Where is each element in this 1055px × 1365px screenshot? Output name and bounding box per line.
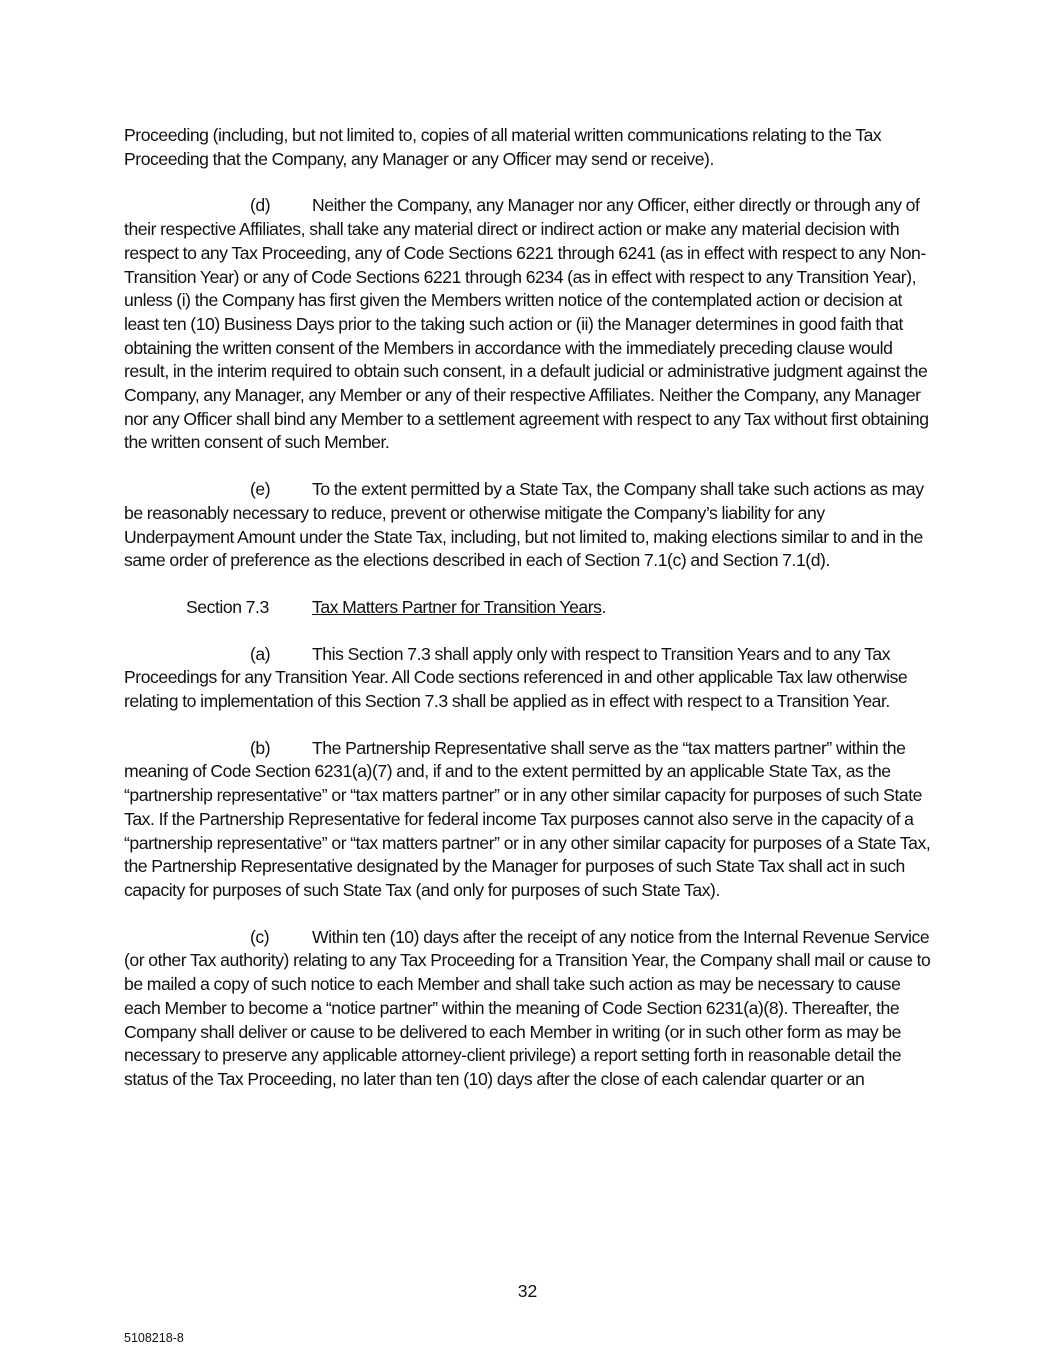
document-id: 5108218-8 bbox=[124, 1331, 184, 1345]
page-number: 32 bbox=[517, 1281, 538, 1301]
section-title: Tax Matters Partner for Transition Years bbox=[312, 596, 602, 617]
paragraph-a-label: (a) bbox=[250, 643, 271, 664]
paragraph-d-label: (d) bbox=[250, 195, 271, 216]
paragraph-c bbox=[124, 926, 932, 1092]
paragraph-b bbox=[124, 737, 932, 903]
paragraph-a-text: This Section 7.3 shall apply only with respect to Transition Years and to any Tax Proceedings for any Transition Year. All Code sections referenced in and other applicable Tax law otherwise relating to implementation of this Section 7.3 shall be applied as in effect with respect to a Transition Year. bbox=[124, 643, 908, 712]
paragraph-c-label: (c) bbox=[250, 926, 270, 947]
paragraph-continuation-text: Proceeding (including, but not limited to, copies of all material written communications relating to the Tax Proceeding that the Company, any Manager or any Officer may send or receive). bbox=[124, 125, 882, 169]
document-body bbox=[124, 124, 932, 1092]
paragraph-e-text: To the extent permitted by a State Tax, the Company shall take such actions as may be reasonably necessary to reduce, prevent or otherwise mitigate the Company’s liability for any Underpayment Amount under the State Tax, including, but not limited to, making elections similar to and in the same order of preference as the elections described in each of Section 7.1(c) and Section 7.1(d). bbox=[124, 479, 924, 571]
paragraph-a bbox=[124, 643, 932, 714]
paragraph-e bbox=[124, 478, 932, 573]
paragraph-d bbox=[124, 194, 932, 455]
paragraph-d-text: Neither the Company, any Manager nor any Officer, either directly or through any of their respective Affiliates, shall take any material direct or indirect action or make any material decision with respect to any Tax Proceeding, any of Code Sections 6221 through 6241 (as in effect with respect to any Non-Transition Year) or any of Code Sections 6221 through 6234 (as in effect with respect to any Transition Year), unless (i) the Company has first given the Members written notice of the contemplated action or decision at least ten (10) Business Days prior to the taking such action or (ii) the Manager determines in good faith that obtaining the written consent of the Members in accordance with the immediately preceding clause would result, in the interim required to obtain such consent, in a default judicial or administrative judgment against the Company, any Manager, any Member or any of their respective Affiliates. Neither the Company, any Manager nor any Officer shall bind any Member to a settlement agreement with respect to any Tax without first obtaining the written consent of such Member. bbox=[124, 195, 929, 453]
paragraph-continuation bbox=[124, 124, 932, 171]
section-title-period: . bbox=[601, 596, 606, 617]
paragraph-c-text: Within ten (10) days after the receipt of any notice from the Internal Revenue Service (or other Tax authority) relating to any Tax Proceeding for a Transition Year, the Company shall mail or cause to be mailed a copy of such notice to each Member and shall take such action as may be necessary to cause each Member to become a “notice partner” within the meaning of Code Section 6231(a)(8). Thereafter, the Company shall deliver or cause to be delivered to each Member in writing (or in such other form as may be necessary to preserve any applicable attorney-client privilege) a report setting forth in reasonable detail the status of the Tax Proceeding, no later than ten (10) days after the close of each calendar quarter or an bbox=[124, 926, 931, 1089]
paragraph-b-text: The Partnership Representative shall serve as the “tax matters partner” within the meaning of Code Section 6231(a)(7) and, if and to the extent permitted by an applicable State Tax, as the “partnership representative” or “tax matters partner” or in any other similar capacity for purposes of such State Tax. If the Partnership Representative for federal income Tax purposes cannot also serve in the capacity of a “partnership representative” or “tax matters partner” or in any other similar capacity for purposes of a State Tax, the Partnership Representative designated by the Manager for purposes of such State Tax shall act in such capacity for purposes of such State Tax (and only for purposes of such State Tax). bbox=[124, 737, 931, 900]
section-heading bbox=[124, 596, 932, 620]
paragraph-b-label: (b) bbox=[250, 737, 271, 758]
paragraph-e-label: (e) bbox=[250, 479, 271, 500]
section-number: Section 7.3 bbox=[186, 596, 269, 617]
